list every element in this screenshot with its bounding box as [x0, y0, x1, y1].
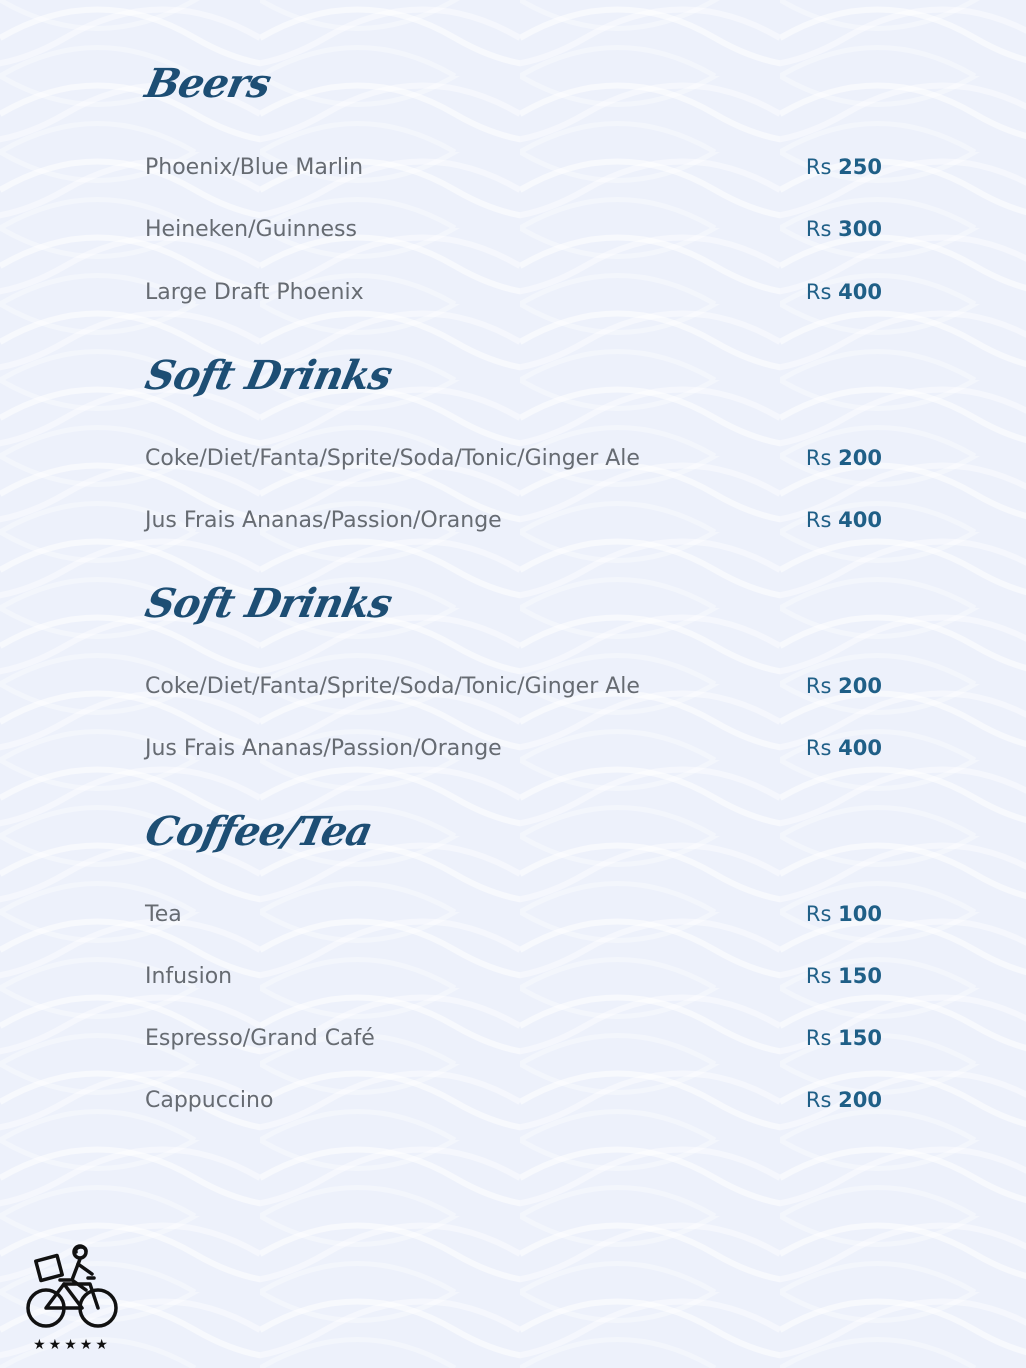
item-name: Tea: [145, 901, 182, 927]
price-currency: Rs: [805, 736, 832, 760]
price-amount: 400: [838, 736, 882, 760]
price-currency: Rs: [805, 1088, 832, 1112]
item-price: [806, 674, 882, 698]
price-amount: 200: [838, 1088, 882, 1112]
item-price: [806, 1026, 882, 1050]
price-currency: Rs: [805, 280, 832, 304]
menu-item: [145, 1084, 882, 1116]
item-name: Coke/Diet/Fanta/Sprite/Soda/Tonic/Ginger Ale: [145, 445, 640, 471]
menu-item: [145, 151, 882, 183]
menu-item: [145, 213, 882, 245]
price-currency: Rs: [805, 217, 832, 241]
price-amount: 200: [838, 674, 882, 698]
delivery-logo: [20, 1244, 124, 1352]
price-currency: Rs: [805, 902, 832, 926]
item-price: [806, 446, 882, 470]
item-name: Infusion: [145, 963, 233, 989]
section-title-soft-drinks: Soft Drinks: [141, 580, 396, 627]
item-price: [806, 217, 882, 241]
menu-item: [145, 960, 882, 992]
price-amount: 100: [838, 902, 882, 926]
item-price: [806, 508, 882, 532]
price-amount: 200: [838, 446, 882, 470]
item-name: Espresso/Grand Café: [145, 1025, 375, 1051]
section-title-beers: Beers: [141, 60, 275, 107]
price-currency: Rs: [805, 446, 832, 470]
price-currency: Rs: [805, 1026, 832, 1050]
item-name: Cappuccino: [145, 1087, 274, 1113]
menu-item: [145, 504, 882, 536]
drinks-menu: [141, 0, 882, 1368]
menu-item: [145, 732, 882, 764]
item-name: Phoenix/Blue Marlin: [145, 154, 364, 180]
menu-item: [145, 442, 882, 474]
price-currency: Rs: [805, 674, 832, 698]
price-currency: Rs: [805, 964, 832, 988]
item-name: Heineken/Guinness: [145, 216, 357, 242]
menu-item: [145, 1022, 882, 1054]
delivery-bicycle-icon: [20, 1244, 124, 1332]
item-price: [806, 155, 882, 179]
item-price: [806, 736, 882, 760]
item-price: [806, 1088, 882, 1112]
section-title-coffee-tea: Coffee/Tea: [141, 808, 377, 855]
price-amount: 400: [838, 508, 882, 532]
item-price: [806, 280, 882, 304]
menu-item: [145, 670, 882, 702]
price-amount: 150: [838, 964, 882, 988]
item-price: [806, 964, 882, 988]
price-currency: Rs: [805, 155, 832, 179]
section-title-soft-drinks: Soft Drinks: [141, 352, 396, 399]
item-name: Jus Frais Ananas/Passion/Orange: [145, 507, 502, 533]
menu-item: [145, 276, 882, 308]
menu-item: [145, 898, 882, 930]
price-amount: 400: [838, 280, 882, 304]
item-name: Large Draft Phoenix: [145, 279, 364, 305]
item-name: Coke/Diet/Fanta/Sprite/Soda/Tonic/Ginger Ale: [145, 673, 640, 699]
price-amount: 300: [838, 217, 882, 241]
price-amount: 250: [838, 155, 882, 179]
item-price: [806, 902, 882, 926]
rating-stars: ★★★★★: [33, 1337, 111, 1353]
price-currency: Rs: [805, 508, 832, 532]
item-name: Jus Frais Ananas/Passion/Orange: [145, 735, 502, 761]
price-amount: 150: [838, 1026, 882, 1050]
